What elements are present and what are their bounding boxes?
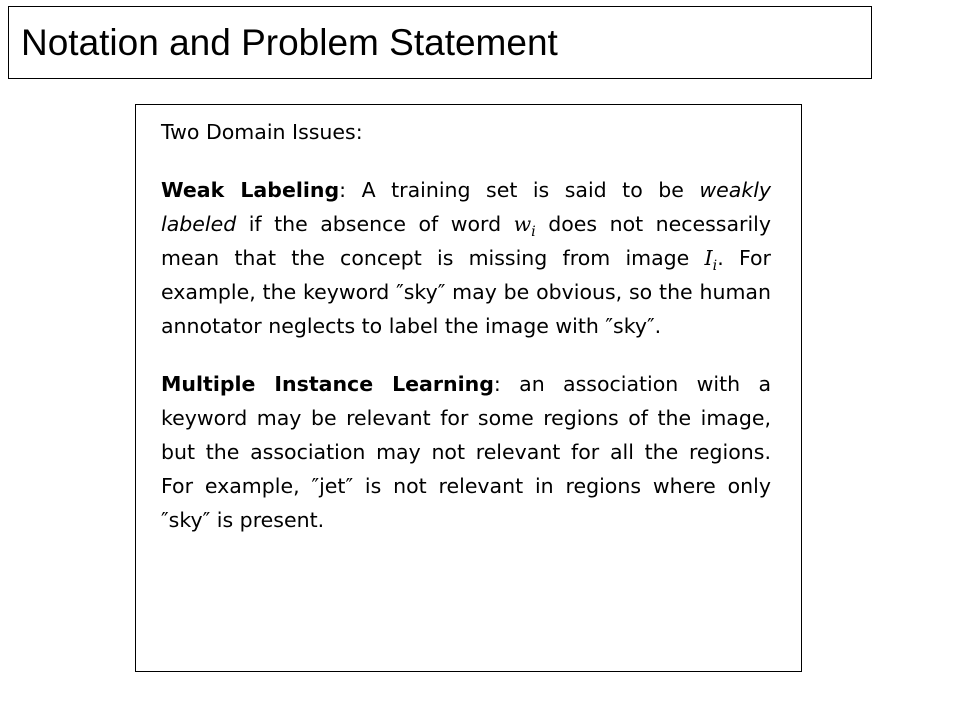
weak-labeling-paragraph (161, 173, 771, 343)
multiple-instance-term: Multiple Instance Learning (161, 372, 494, 396)
word-variable (513, 212, 536, 241)
content-body (161, 115, 771, 537)
weak-labeling-emphasis: weakly labeled (161, 178, 772, 236)
weak-labeling-text-4: . For example, the keyword ″sky″ may be obvious, so the human annotator neglects to label the image with ″sky″. (161, 246, 771, 338)
word-variable-subscript: i (531, 224, 536, 241)
multiple-instance-text: an association with a keyword may be relevant for some regions of the image, but the association may not relevant for all the regions. For example, ″jet″ is not relevant in regions where only ″sky″ is present. (161, 372, 772, 532)
weak-labeling-text-2: if the absence of word (236, 212, 514, 236)
title-box (8, 6, 872, 79)
multiple-instance-colon: : (493, 372, 501, 396)
weak-labeling-text-3: does not necessarily mean that the concept is missing from image (161, 212, 771, 270)
slide-title: Notation and Problem Statement (21, 22, 558, 63)
content-box (135, 104, 802, 672)
weak-labeling-text-1: A training set is said to be (346, 178, 700, 202)
multiple-instance-paragraph (161, 367, 771, 537)
weak-labeling-term: Weak Labeling (161, 178, 340, 202)
section-heading: Two Domain Issues: (161, 120, 363, 144)
word-variable-symbol: w (513, 212, 532, 236)
image-variable (704, 246, 718, 275)
image-variable-subscript: i (712, 258, 718, 275)
image-variable-symbol: I (704, 246, 713, 270)
weak-labeling-colon: : (339, 178, 347, 202)
